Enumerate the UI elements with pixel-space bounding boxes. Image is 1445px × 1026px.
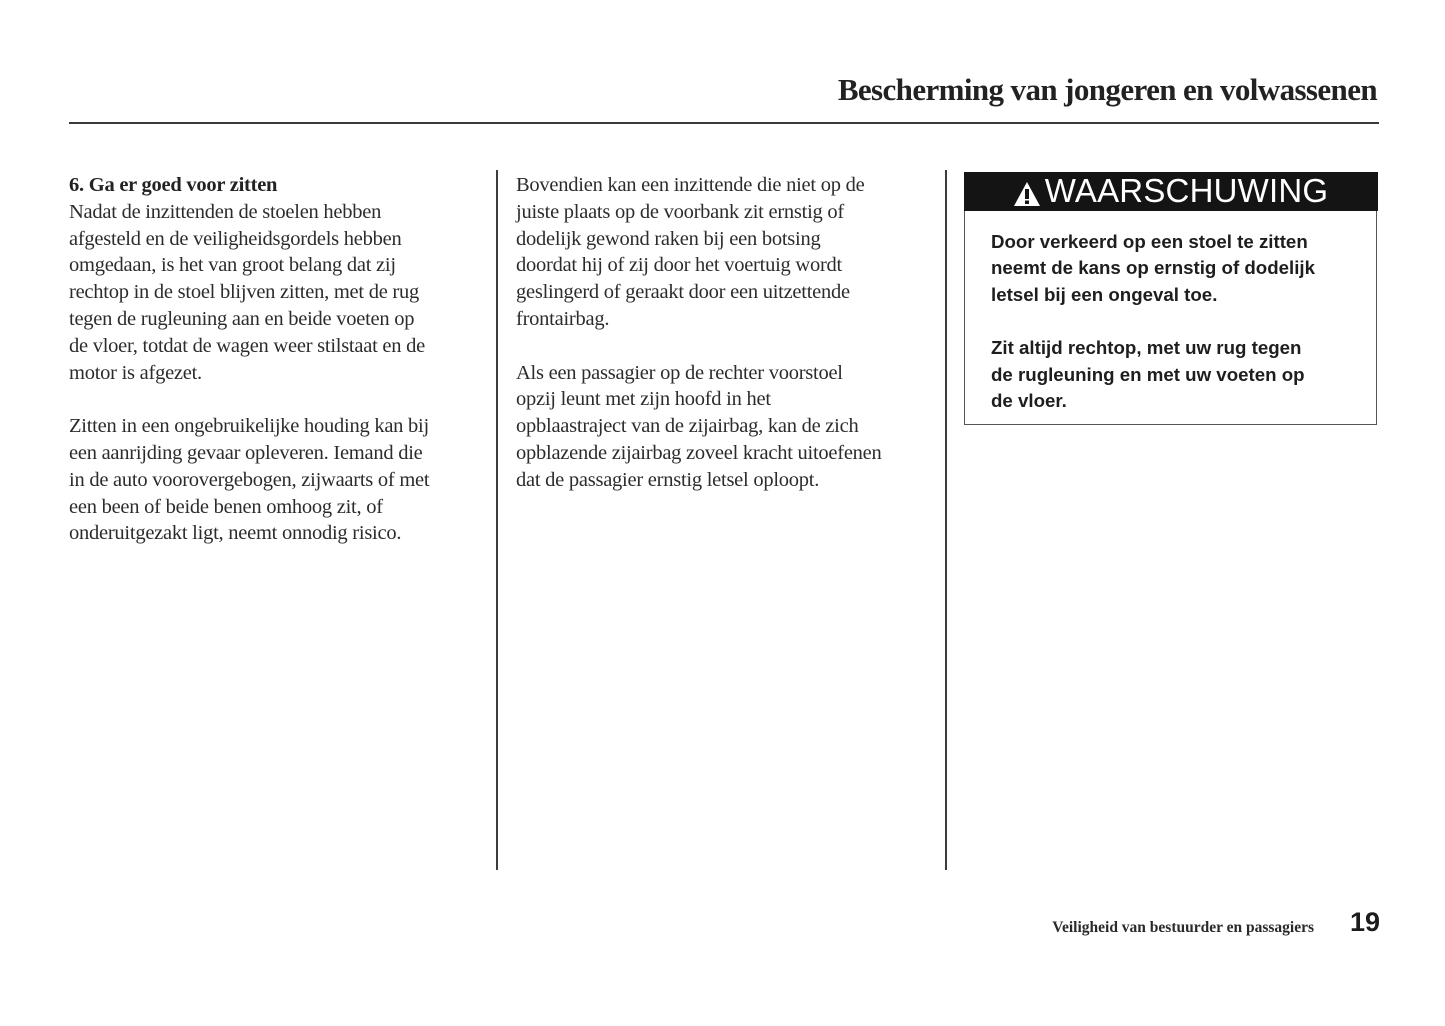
warning-paragraph-risk (991, 229, 1356, 309)
text-line: Zitten in een ongebruikelijke houding kan bij (69, 415, 429, 438)
text-line: opzij leunt met zijn hoofd in het (516, 388, 771, 411)
middle-column (516, 172, 941, 520)
text-line: letsel bij een ongeval toe. (991, 284, 1218, 306)
page-footer (1000, 905, 1380, 945)
warning-body (965, 211, 1376, 416)
text-line: motor is afgezet. (69, 361, 202, 384)
text-line: de vloer. (991, 390, 1067, 412)
paragraph-seating-posture (69, 199, 489, 387)
text-line: een aanrijding gevaar opleveren. Iemand die (69, 441, 423, 464)
text-line: dat de passagier ernstig letsel oploopt. (516, 468, 820, 491)
text-line: neemt de kans op ernstig of dodelijk (991, 257, 1315, 279)
text-line: rechtop in de stoel blijven zitten, met de rug (69, 281, 419, 304)
text-line: doordat hij of zij door het voertuig wordt (516, 254, 842, 277)
page-header (69, 70, 1379, 124)
text-line: opblaastraject van de zijairbag, kan de zich (516, 415, 859, 438)
paragraph-unusual-posture (69, 413, 489, 547)
text-line: Zit altijd rechtop, met uw rug tegen (991, 336, 1302, 358)
section-heading: 6. Ga er goed voor zitten (69, 174, 278, 196)
text-line: de vloer, totdat de wagen weer stilstaat en de (69, 334, 425, 357)
text-line: Nadat de inzittenden de stoelen hebben (69, 200, 382, 223)
text-line: frontairbag. (516, 307, 610, 330)
text-line: de rugleuning en met uw voeten op (991, 363, 1305, 385)
text-line: tegen de rugleuning aan en beide voeten op (69, 307, 415, 330)
page-number: 19 (1349, 907, 1380, 937)
text-line: Bovendien kan een inzittende die niet op de (516, 174, 865, 196)
column-divider (945, 170, 947, 870)
text-line: Door verkeerd op een stoel te zitten (991, 230, 1308, 252)
warning-triangle-icon (1013, 177, 1041, 203)
warning-title: WAARSCHUWING (1044, 172, 1329, 209)
text-line: dodelijk gewond raken bij een botsing (516, 227, 821, 250)
text-line: een been of beide benen omhoog zit, of (69, 495, 383, 518)
text-line: juiste plaats op de voorbank zit ernstig of (516, 200, 844, 223)
warning-box (964, 172, 1377, 425)
text-line: afgesteld en de veiligheidsgordels hebben (69, 227, 402, 250)
warning-paragraph-instruction (991, 335, 1356, 415)
text-line: geslingerd of geraakt door een uitzettende (516, 281, 850, 304)
warning-banner (964, 172, 1378, 211)
text-line: omgedaan, is het van groot belang dat zij (69, 254, 396, 277)
paragraph-frontairbag (516, 172, 941, 333)
text-line: in de auto voorovergebogen, zijwaarts of met (69, 468, 430, 491)
column-divider (496, 170, 498, 870)
text-line: Als een passagier op de rechter voorstoel (516, 361, 843, 384)
text-line: onderuitgezakt ligt, neemt onnodig risico. (69, 522, 402, 545)
footer-section-label: Veiligheid van bestuurder en passagiers (1052, 919, 1314, 936)
paragraph-side-airbag (516, 360, 941, 494)
left-column (69, 172, 489, 574)
text-line: opblazende zijairbag zoveel kracht uitoefenen (516, 441, 882, 464)
page-title: Bescherming van jongeren en volwassenen (837, 72, 1377, 107)
